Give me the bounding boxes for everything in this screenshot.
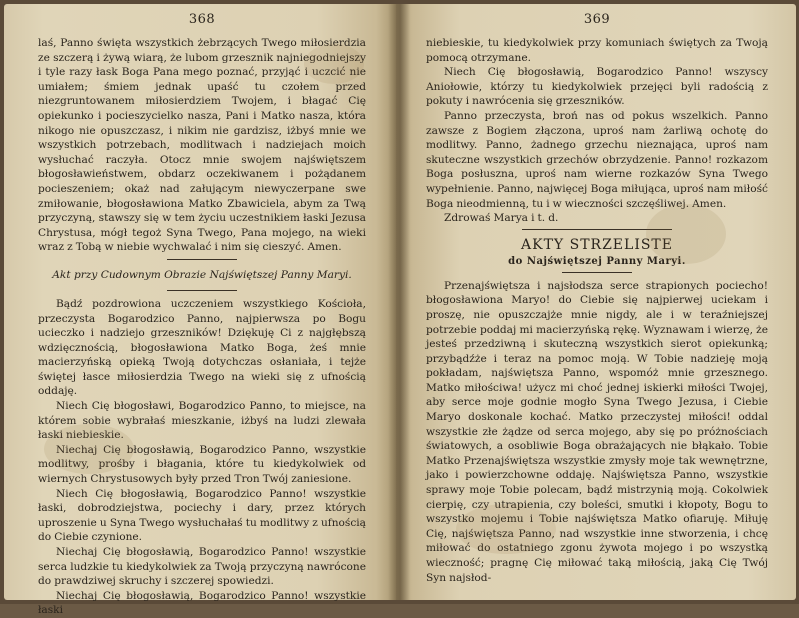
section-heading: AKTY STRZELISTE <box>521 236 673 253</box>
right-page <box>396 4 796 600</box>
divider <box>522 229 672 230</box>
paragraph-opening: laś, Panno święta wszystkich żebrzących Twego miłosierdzia ze szczerą i żywą wiarą, że lubom grzesznik najniegodniejszy i tyle razy łask Boga Pana mego poznać, przyjąć i uczcić nie umiałem; śmiem jednak upaść tu czołem przed niezgruntowanem miłosierdziem Twojem, i błagać Cię opiekunko i pocieszycielko nasza, Pani i Matko nasza, która nikogo nie opuszczasz, i nikim nie gardzisz, iżbyś mnie we wszystkich potrzebach, modlitwach i nadziejach moich wysłuchać raczyła. Otocz mnie swojem najświętszem błogosławieństwem, obdarz oczekiwanem i pożądanem pocieszeniem; okaż nad załującym niewyczerpane swe zmiłowanie, błogosławiona Matko Zbawiciela, abym za Twą przyczyną, stawszy się w tem życiu uczestnikiem łaski Jezusa Chrystusa, mógł tegoż Syna Twego, Pana mojego, na wieki wraz z Tobą w niebie wychwalać i nim się cieszyć. Amen. <box>38 37 366 254</box>
paragraph: Niech Cię błogosławi, Bogarodzico Panno, to miejsce, na którem sobie wybrałaś mieszkanie, iżbyś na ludzi zlewała łaski niebieskie. <box>38 400 366 442</box>
section-subheading: do Najświętszej Panny Maryi. <box>508 255 686 267</box>
paragraph: Niechaj Cię błogosławią, Bogarodzico Panno! wszystkie serca ludzkie tu kiedykolwiek za Twoją przyczyną nawrócone do prawdziwej skruchy i szczerej spowiedzi. <box>38 546 366 588</box>
left-page <box>4 4 396 617</box>
page-number: 369 <box>583 12 611 27</box>
paragraph: Niech Cię błogosławią, Bogarodzico Panno! wszystkie łaski, dobrodziejstwa, pociechy i dary, przez których uproszenie u Syna Twego wysłuchałaś tu modlitwy z ufnością do Ciebie czynione. <box>38 487 366 544</box>
divider <box>167 290 237 291</box>
paragraph: Niechaj Cię błogosławią, Bogarodzico Panno! wszystkie łaski <box>38 589 366 617</box>
paragraph-opening: niebieskie, tu kiedykolwiek przy komuniach świętych za Twoją pomocą otrzymane. <box>426 37 768 64</box>
divider <box>562 272 632 273</box>
section-title: Akt przy Cudownym Obrazie Najświętszej Panny Maryi. <box>52 268 352 281</box>
paragraph: Panno przeczysta, broń nas od pokus wszelkich. Panno zawsze z Bogiem złączona, uproś nam żarliwą ochotę do modlitwy. Panno, żadnego grzechu nieznająca, uproś nam skuteczne wszystkich grzechów obrzydzenie. Panno! rozkazom Boga posłuszna, uproś nam wierne rozkazów Syna Twego wypełnienie. Panno, najwięcej Boga miłująca, uproś nam miłość Boga nieodmienną, tu i w wieczności szczęśliwej. Amen. <box>426 109 768 210</box>
paragraph: Niech Cię błogosławią, Bogarodzico Panno! wszyscy Aniołowie, którzy tu kiedykolwiek przejęci byli radością z pokuty i nawrócenia się grzeszników. <box>426 66 768 108</box>
paragraph: Zdrowaś Marya i t. d. <box>444 212 559 225</box>
paragraph: Niechaj Cię błogosławią, Bogarodzico Panno, wszystkie modlitwy, prośby i błagania, które tu kiedykolwiek od wiernych Chrystusowych były przed Tron Twój zaniesione. <box>38 443 366 486</box>
divider <box>167 259 237 260</box>
paragraph: Przenajświętsza i najsłodsza serce strapionych pociecho! błogosławiona Maryo! do Ciebie się najpierwej uciekam i proszę, nie opuszczajże mnie nigdy, ale i w teraźniejszej potrzebie poddaj mi macierzyńską rękę. Wyznawam i wierzę, że jesteś przedziwną i skuteczną wszystkich sierot opiekunką; przybądźże i teraz na pomoc moją. W Tobie nadzieję moją pokładam, najświętsza Panno, wspomóż mnie grzesznego. Matko miłościwa! użycz mi choć jednej iskierki miłości Twojej, aby serce moje godnie mogło Syna Twego Jezusa, i Ciebie Maryo doskonale kochać. Matko przeczystej miłości! oddal wszystkie złe żądze od serca mojego, aby się po próżnościach światowych, a osobliwie Boga obrażających nie błąkało. Tobie Matko Przenajświętsza wszystkie zmysły moje tak wewnętrzne, jako i powierzchowne oddaję. Najświętsza Panno, wszystkie sprawy moje Tobie polecam, bądź mistrzynią moją. Cokolwiek cierpię, czy utrapienia, czy boleści, smutki i kłopoty, Bogu to wszystko mojemu i Tobie najświętsza Matko ofiaruję. Miłuję Cię, najświętsza Panno, nad wszystkie inne stworzenia, i chcę miłować do ostatniego zgonu żywota mojego i po wszystką wieczność; pragnę Cię miłować taką miłością, jaką Cię Twój Syn najsłod- <box>426 279 768 584</box>
page-number: 368 <box>188 12 216 27</box>
paragraph: Bądź pozdrowiona uczczeniem wszystkiego Kościoła, przeczysta Bogarodzico Panno, najpierwsza po Bogu ucieczko i nadziejo grzeszników! Dziękuję Ci z najgłębszą wdzięcznością, błogosławiona Matko Boga, żeś mnie macierzyńską opieką Twoją dotychczas osłaniała, i tejże świętej łasce miłosierdzia Twego na wieki się z ufnością oddaję. <box>38 297 366 398</box>
